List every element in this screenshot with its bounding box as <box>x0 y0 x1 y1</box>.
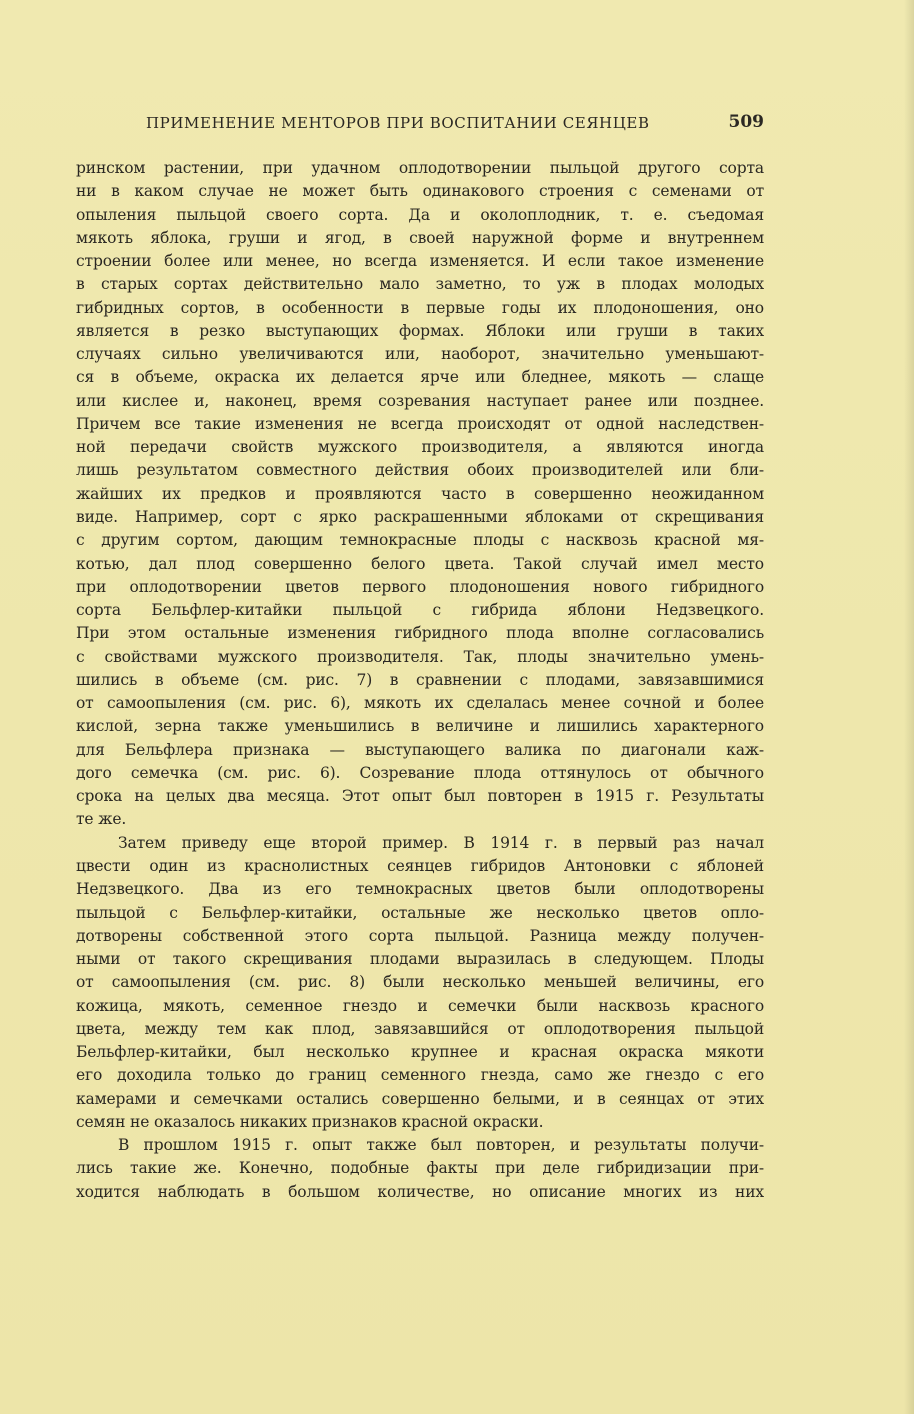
text-line: для Бельфлера признака — выступающего валика по диагонали каж- <box>76 740 764 759</box>
text-line: ринском растении, при удачном оплодотворении пыльцой другого сорта <box>76 159 764 177</box>
text-line: Причем все такие изменения не всегда происходят от одной наследствен- <box>76 414 764 433</box>
text-line: Недзвецкого. Два из его темнокрасных цветов были оплодотворены <box>76 880 764 899</box>
text-line: камерами и семечками остались совершенно белыми, и в сеянцах от этих <box>76 1089 764 1108</box>
page-header <box>76 112 764 138</box>
text-line: с другим сортом, дающим темнокрасные плоды с насквозь красной мя- <box>76 531 764 550</box>
text-line: лись такие же. Конечно, подобные факты при деле гибридизации при- <box>76 1159 764 1178</box>
text-line: в старых сортах действительно мало заметно, то уж в плодах молодых <box>76 275 764 294</box>
text-line: цвета, между тем как плод, завязавшийся от оплодотворения пыльцой <box>76 1019 764 1038</box>
text-line: от самоопыления (см. рис. 6), мякоть их сделалась менее сочной и более <box>76 694 764 713</box>
text-line: случаях сильно увеличиваются или, наоборот, значительно уменьшают- <box>76 345 764 364</box>
page-edge-shadow <box>904 0 914 1414</box>
text-line: срока на целых два месяца. Этот опыт был повторен в 1915 г. Результаты <box>76 787 764 806</box>
text-line: сорта Бельфлер-китайки пыльцой с гибрида яблони Недзвецкого. <box>76 601 764 620</box>
text-line: гибридных сортов, в особенности в первые годы их плодоношения, оно <box>76 298 764 317</box>
text-line: строении более или менее, но всегда изменяется. И если такое изменение <box>76 252 764 271</box>
body-text <box>76 157 764 1204</box>
text-line: виде. Например, сорт с ярко раскрашенными яблоками от скрещивания <box>76 507 764 526</box>
page-number: 509 <box>728 112 764 132</box>
text-line: В прошлом 1915 г. опыт также был повторен, и результаты получи- <box>118 1136 764 1155</box>
text-line: ходится наблюдать в большом количестве, но описание многих из них <box>76 1182 764 1201</box>
text-line: цвести один из краснолистных сеянцев гибридов Антоновки с яблоней <box>76 856 764 875</box>
text-line: кожица, мякоть, семенное гнездо и семечки были насквозь красного <box>76 996 764 1015</box>
text-line: ными от такого скрещивания плодами выразилась в следующем. Плоды <box>76 950 764 969</box>
text-line: При этом остальные изменения гибридного плода вполне согласовались <box>76 624 764 643</box>
text-line: от самоопыления (см. рис. 8) были несколько меньшей величины, его <box>76 973 764 992</box>
text-line: при оплодотворении цветов первого плодоношения нового гибридного <box>76 577 764 596</box>
text-line: пыльцой с Бельфлер-китайки, остальные же несколько цветов опло- <box>76 903 764 922</box>
text-line: дотворены собственной этого сорта пыльцой. Разница между получен- <box>76 926 764 945</box>
text-line: лишь результатом совместного действия обоих производителей или бли- <box>76 461 764 480</box>
text-line: Затем приведу еще второй пример. В 1914 г. в первый раз начал <box>118 833 764 852</box>
text-line: ся в объеме, окраска их делается ярче или бледнее, мякоть — слаще <box>76 368 764 387</box>
text-line: те же. <box>76 810 127 829</box>
text-line: опыления пыльцой своего сорта. Да и околоплодник, т. е. съедомая <box>76 205 764 224</box>
text-line: жайших их предков и проявляются часто в совершенно неожиданном <box>76 484 764 503</box>
text-line: ни в каком случае не может быть одинакового строения с семенами от <box>76 182 764 201</box>
running-title: ПРИМЕНЕНИЕ МЕНТОРОВ ПРИ ВОСПИТАНИИ СЕЯНЦЕВ <box>146 114 650 132</box>
text-line: является в резко выступающих формах. Яблоки или груши в таких <box>76 321 764 340</box>
text-line: котью, дал плод совершенно белого цвета. Такой случай имел место <box>76 554 764 573</box>
text-line: или кислее и, наконец, время созревания наступает ранее или позднее. <box>76 391 764 410</box>
text-line: его доходила только до границ семенного гнезда, само же гнездо с его <box>76 1066 764 1085</box>
text-line: ной передачи свойств мужского производителя, а являются иногда <box>76 438 764 457</box>
text-line: с свойствами мужского производителя. Так, плоды значительно умень- <box>76 647 764 666</box>
text-line: семян не оказалось никаких признаков красной окраски. <box>76 1112 544 1131</box>
text-line: шились в объеме (см. рис. 7) в сравнении с плодами, завязавшимися <box>76 670 764 689</box>
text-line: Бельфлер-китайки, был несколько крупнее и красная окраска мякоти <box>76 1043 764 1062</box>
text-line: дого семечка (см. рис. 6). Созревание плода оттянулось от обычного <box>76 763 764 782</box>
text-line: мякоть яблока, груши и ягод, в своей наружной форме и внутреннем <box>76 228 764 247</box>
text-line: кислой, зерна также уменьшились в величине и лишились характерного <box>76 717 764 736</box>
